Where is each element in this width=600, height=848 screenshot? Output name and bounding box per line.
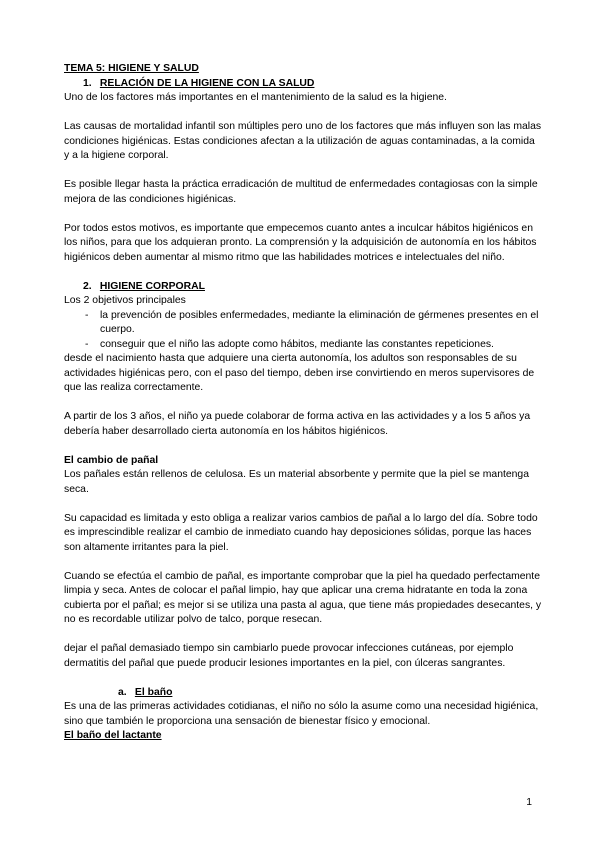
document-body xyxy=(64,62,542,744)
bano-lactante-heading: El baño del lactante xyxy=(64,730,162,741)
paragraph: Por todos estos motivos, es importante que empecemos cuanto antes a inculcar hábitos higiénicos en los niños, para que los adquieran pronto. La comprensión y la adquisición de autonomía en los hábitos higiénicos deben aumentar al mismo ritmo que las habilidades motrices e intelectuales del niño. xyxy=(64,222,537,263)
paragraph: Su capacidad es limitada y esto obliga a realizar varios cambios de pañal a lo largo del día. Sobre todo es imprescindible realizar el cambio de inmediato cuando hay deposiciones sólidas, porque las haces son altamente irritantes para la piel. xyxy=(64,512,538,553)
panal-heading: El cambio de pañal xyxy=(64,454,159,466)
section-2-heading xyxy=(64,280,542,295)
paragraph: dejar el pañal demasiado tiempo sin cambiarlo puede provocar infecciones cutáneas, por ejemplo dermatitis del pañal que puede producir lesiones importantes en la piel, con úlceras sangrantes. xyxy=(64,643,514,669)
section-2-intro: Los 2 objetivos principales xyxy=(64,295,186,306)
paragraph: desde el nacimiento hasta que adquiere una cierta autonomía, los adultos son responsables de su actividades higiénicas pero, con el paso del tiempo, deben irse convirtiendo en meros supervisores de que las realiza correctamente. xyxy=(64,353,535,393)
paragraph: Los pañales están rellenos de celulosa. Es un material absorbente y permite que la piel se mantenga seca. xyxy=(64,469,529,495)
list-item: - conseguir que el niño las adopte como hábitos, mediante las constantes repeticiones. xyxy=(85,338,494,350)
paragraph: Uno de los factores más importantes en el mantenimiento de la salud es la higiene. xyxy=(64,92,447,103)
paragraph: Es posible llegar hasta la práctica erradicación de multitud de enfermedades contagiosas con la simple mejora de las condiciones higiénicas. xyxy=(64,179,538,205)
objectives-list xyxy=(64,309,542,353)
section-1-title: RELACIÓN DE LA HIGIENE CON LA SALUD xyxy=(99,77,315,89)
page-number: 1 xyxy=(526,797,532,808)
document-title: TEMA 5: HIGIENE Y SALUD xyxy=(64,63,199,74)
section-1-heading xyxy=(64,77,542,92)
bano-title: El baño xyxy=(134,686,173,698)
bano-letter: a. xyxy=(118,686,127,698)
section-2-number: 2. xyxy=(83,280,92,292)
paragraph: Las causas de mortalidad infantil son múltiples pero uno de los factores que más influyen son las malas condiciones higiénicas. Estas condiciones afectan a la utilización de aguas contaminadas, a la comida y a la higiene corporal. xyxy=(64,121,542,161)
paragraph: Cuando se efectúa el cambio de pañal, es importante comprobar que la piel ha quedado perfectamente limpia y seca. Antes de colocar el pañal limpio, hay que aplicar una crema hidratante en toda la zona cubierta por el pañal; es mejor si se utiliza una pasta al agua, que tiene más propiedades desecantes, y no es recordable utilizar polvo de talco, porque resecan. xyxy=(64,570,542,625)
bano-heading xyxy=(64,686,542,701)
list-item: - la prevención de posibles enfermedades, mediante la eliminación de gérmenes presentes en el cuerpo. xyxy=(85,309,539,335)
paragraph: A partir de los 3 años, el niño ya puede colaborar de forma activa en las actividades y a los 5 años ya debería haber desarrollado cierta autonomía en los hábitos higiénicos. xyxy=(64,411,531,437)
section-2-title: HIGIENE CORPORAL xyxy=(99,280,205,292)
paragraph: Es una de las primeras actividades cotidianas, el niño no sólo la asume como una necesidad higiénica, sino que también le proporciona una sensación de bienestar físico y emocional. xyxy=(64,701,539,727)
section-1-number: 1. xyxy=(83,77,92,89)
